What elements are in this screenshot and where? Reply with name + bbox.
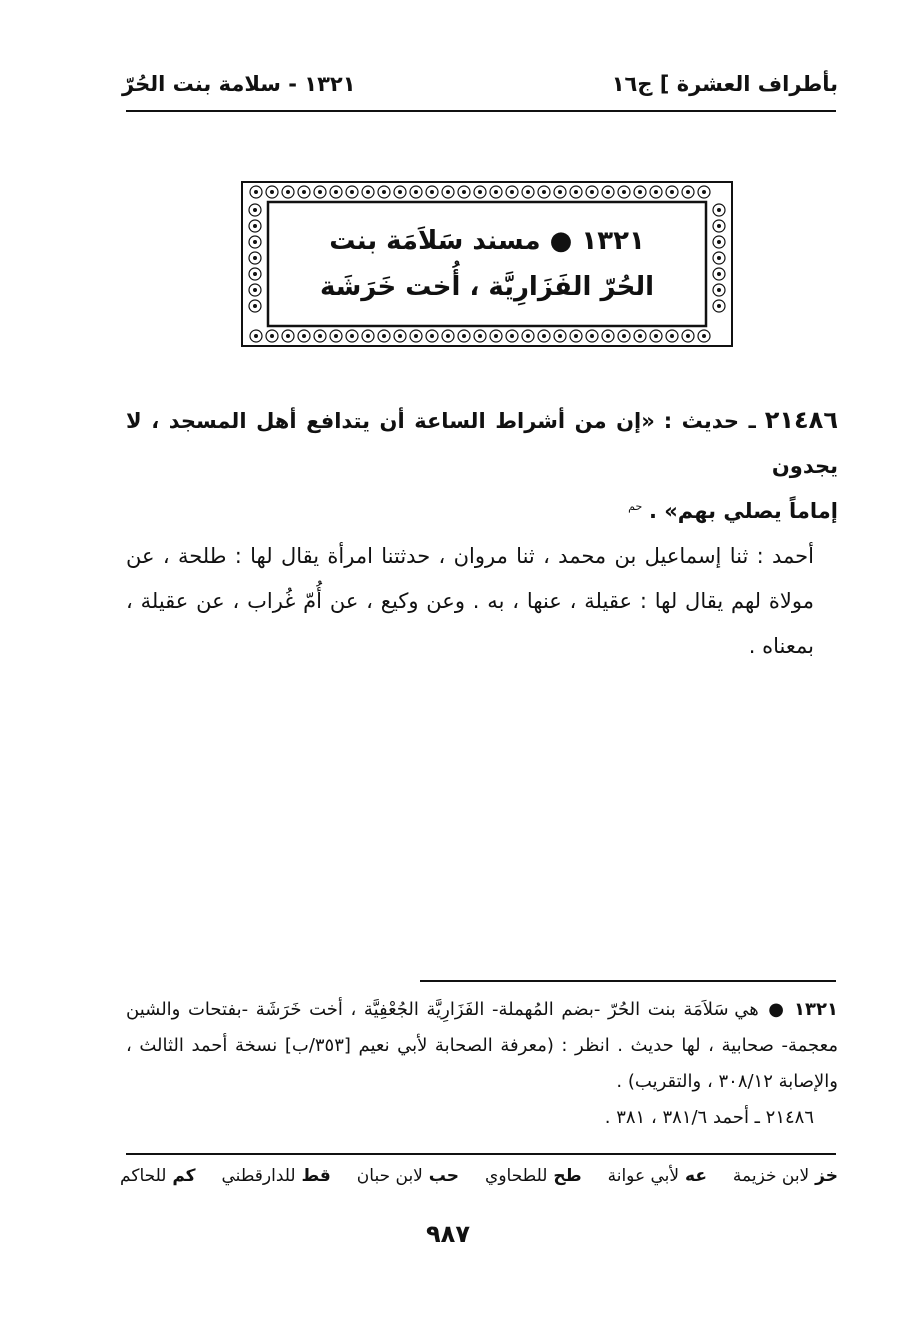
floral-motif bbox=[474, 330, 486, 342]
floral-motif bbox=[713, 284, 725, 296]
section-title-line2: الحُرّ الفَزَارِيَّة ، أُخت خَرَشَة bbox=[319, 272, 655, 302]
floral-motif bbox=[249, 252, 261, 264]
floral-motif bbox=[314, 186, 326, 198]
floral-motif bbox=[474, 186, 486, 198]
floral-motif bbox=[650, 330, 662, 342]
floral-motif bbox=[314, 330, 326, 342]
floral-motif bbox=[249, 204, 261, 216]
floral-motif bbox=[618, 186, 630, 198]
abbreviations-divider bbox=[126, 1153, 836, 1155]
section-title-frame bbox=[238, 178, 736, 350]
floral-motif bbox=[298, 330, 310, 342]
footnotes bbox=[126, 992, 838, 1136]
floral-motif bbox=[410, 186, 422, 198]
floral-motif bbox=[458, 186, 470, 198]
floral-motif bbox=[249, 284, 261, 296]
abbreviation-code: طح bbox=[547, 1166, 582, 1186]
floral-motif bbox=[442, 330, 454, 342]
floral-motif bbox=[602, 330, 614, 342]
floral-motif bbox=[586, 330, 598, 342]
abbreviation-code: قط bbox=[295, 1166, 331, 1186]
floral-motif bbox=[490, 186, 502, 198]
floral-motif bbox=[666, 186, 678, 198]
floral-motif bbox=[554, 186, 566, 198]
floral-motif bbox=[586, 186, 598, 198]
floral-motif bbox=[362, 186, 374, 198]
floral-motif bbox=[250, 330, 262, 342]
hadith-isnad: أحمد : ثنا إسماعيل بن محمد ، ثنا مروان ، حدثتنا امرأة يقال لها : طلحة ، عن مولاة لهم يقال لها : عقيلة ، عنها ، به . وعن وكيع ، عن أُمّ غُراب ، عن عقيلة ، بمعناه . bbox=[126, 544, 814, 658]
floral-motif bbox=[249, 268, 261, 280]
abbreviation-meaning: لابن خزيمة bbox=[732, 1166, 810, 1186]
floral-motif bbox=[634, 330, 646, 342]
abbreviation-item bbox=[485, 1166, 582, 1186]
abbreviation-meaning: لأبي عوانة bbox=[607, 1166, 680, 1186]
floral-motif bbox=[698, 330, 710, 342]
floral-motif bbox=[554, 330, 566, 342]
floral-motif bbox=[570, 330, 582, 342]
header-book-volume: بأطراف العشرة ] ج١٦ bbox=[611, 72, 838, 96]
floral-motif bbox=[506, 330, 518, 342]
floral-motif bbox=[698, 186, 710, 198]
floral-motif bbox=[490, 330, 502, 342]
floral-motif bbox=[506, 186, 518, 198]
floral-motif bbox=[713, 220, 725, 232]
floral-motif bbox=[330, 186, 342, 198]
section-title bbox=[278, 208, 696, 320]
abbreviations-key bbox=[120, 1166, 838, 1186]
floral-motif bbox=[682, 330, 694, 342]
header-divider bbox=[126, 110, 836, 112]
footnote-1-text: هي سَلاَمَة بنت الحُرّ -بضم المُهملة- الفَزَارِيَّة الجُعْفِيَّة ، أخت خَرَشَة -بفتحات والشين معجمة- صحابية ، لها حديث . انظر : (معرفة الصحابة لأبي نعيم [٣٥٣/ب] نسخة أحمد الثالث ، والإصابة ٣٠٨/١٢ ، والتقريب) . bbox=[126, 999, 839, 1092]
abbreviation-code: حب bbox=[422, 1166, 460, 1186]
page-number: ٩٨٧ bbox=[426, 1220, 470, 1248]
abbreviation-meaning: للحاكم bbox=[120, 1166, 167, 1186]
abbreviation-code: عه bbox=[679, 1166, 707, 1186]
floral-motif bbox=[266, 330, 278, 342]
footnote-1-number: ١٣٢١ ● bbox=[766, 999, 838, 1020]
section-title-line1: ١٣٢١ ● مسند سَلاَمَة بنت bbox=[329, 226, 645, 256]
floral-motif bbox=[250, 186, 262, 198]
floral-motif bbox=[713, 236, 725, 248]
abbreviation-meaning: للدارقطني bbox=[221, 1166, 296, 1186]
floral-motif bbox=[362, 330, 374, 342]
floral-motif bbox=[249, 300, 261, 312]
floral-motif bbox=[522, 186, 534, 198]
floral-motif bbox=[249, 220, 261, 232]
abbreviation-code: خز bbox=[809, 1166, 838, 1186]
abbreviation-code: كم bbox=[166, 1166, 196, 1186]
header-section-name: ١٣٢١ - سلامة بنت الحُرّ bbox=[122, 72, 356, 96]
floral-motif bbox=[634, 186, 646, 198]
floral-motif bbox=[666, 330, 678, 342]
floral-motif bbox=[713, 204, 725, 216]
floral-motif bbox=[458, 330, 470, 342]
floral-motif bbox=[249, 236, 261, 248]
floral-motif bbox=[378, 330, 390, 342]
floral-motif bbox=[426, 330, 438, 342]
floral-motif bbox=[410, 330, 422, 342]
running-header bbox=[122, 56, 838, 96]
floral-motif bbox=[346, 330, 358, 342]
hadith-number: ٢١٤٨٦ bbox=[764, 406, 838, 434]
abbreviation-item bbox=[733, 1166, 838, 1186]
floral-motif bbox=[713, 252, 725, 264]
floral-motif bbox=[650, 186, 662, 198]
hadith-text-line1: «إن من أشراط الساعة أن يتدافع أهل المسجد ، لا يجدون bbox=[126, 409, 838, 478]
abbreviation-item bbox=[357, 1166, 459, 1186]
abbreviation-meaning: للطحاوي bbox=[485, 1166, 548, 1186]
floral-motif bbox=[618, 330, 630, 342]
floral-motif bbox=[394, 330, 406, 342]
floral-motif bbox=[266, 186, 278, 198]
footnote-divider bbox=[420, 980, 836, 982]
main-text bbox=[126, 398, 838, 669]
floral-motif bbox=[346, 186, 358, 198]
source-mark: حم bbox=[628, 500, 643, 513]
floral-motif bbox=[378, 186, 390, 198]
floral-motif bbox=[282, 186, 294, 198]
abbreviation-item bbox=[120, 1166, 196, 1186]
floral-motif bbox=[330, 330, 342, 342]
floral-motif bbox=[682, 186, 694, 198]
hadith-text-line2: إماماً يصلي بهم» . bbox=[648, 499, 838, 523]
footnote-1 bbox=[126, 992, 838, 1100]
floral-motif bbox=[538, 186, 550, 198]
hadith-matn bbox=[126, 398, 838, 534]
floral-motif bbox=[442, 186, 454, 198]
floral-motif bbox=[522, 330, 534, 342]
floral-motif bbox=[713, 300, 725, 312]
abbreviation-item bbox=[222, 1166, 331, 1186]
floral-motif bbox=[394, 186, 406, 198]
floral-motif bbox=[538, 330, 550, 342]
floral-motif bbox=[426, 186, 438, 198]
floral-motif bbox=[713, 268, 725, 280]
footnote-2: ٢١٤٨٦ ـ أحمد ٣٨١/٦ ، ٣٨١ . bbox=[604, 1107, 814, 1128]
floral-motif bbox=[570, 186, 582, 198]
floral-motif bbox=[298, 186, 310, 198]
floral-motif bbox=[602, 186, 614, 198]
abbreviation-meaning: لابن حبان bbox=[356, 1166, 423, 1186]
abbreviation-item bbox=[608, 1166, 707, 1186]
hadith-label: ـ حديث : bbox=[663, 409, 756, 433]
floral-motif bbox=[282, 330, 294, 342]
